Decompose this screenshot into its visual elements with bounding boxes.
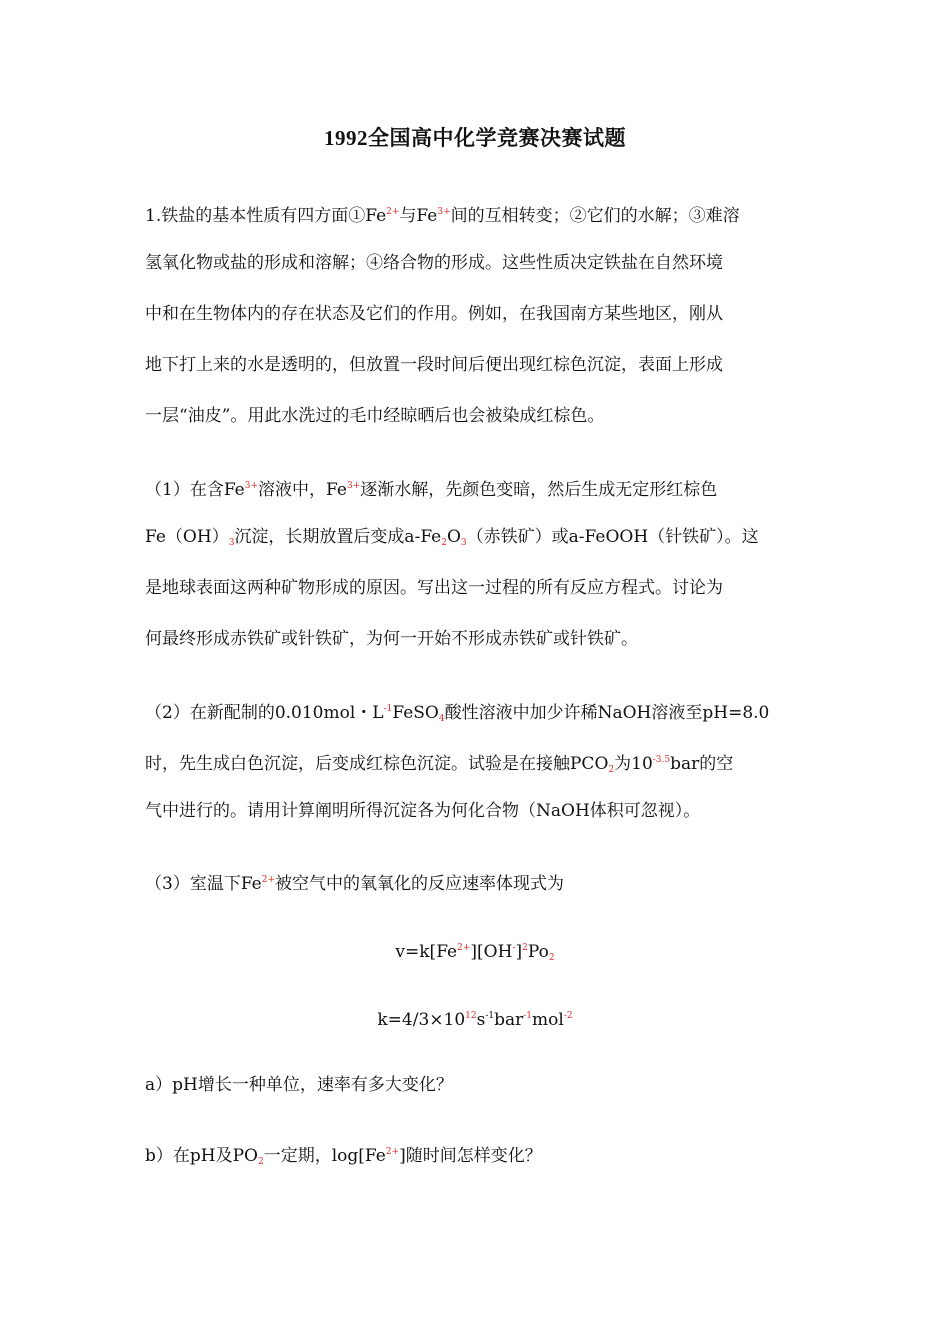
part1-line-4: 何最终形成赤铁矿或针铁矿，为何一开始不形成赤铁矿或针铁矿。 — [145, 629, 638, 649]
part2-line-1: （2）在新配制的0.010mol・$L^{-1}FeSO_4$酸性溶液中加少许稀NaOH溶液至pH=8.0 — [145, 703, 770, 724]
q1-line-1: 1.铁盐的基本性质有四方面$①Fe^{2+}$与$Fe^{3+}$间的互相转变；②它们的水解；③难溶 — [145, 206, 740, 226]
q1-line-2: 氢氧化物或盐的形成和溶解；④络合物的形成。这些性质决定铁盐在自然环境 — [145, 253, 723, 273]
subquestion-b: b）在pH及$PO_2$一定期，$\log[Fe^{2+}]$随时间怎样变化？ — [145, 1146, 542, 1167]
part1-line-1: （1）在含$Fe^{3+}$溶液中，$Fe^{3+}$逐渐水解，先颜色变暗，然后生成无定形红棕色 — [145, 480, 718, 500]
document-title: 1992全国高中化学竞赛决赛试题 — [324, 126, 626, 150]
rate-equation: $v=k[Fe^{2+}][OH^-]^2Po_2$ — [395, 942, 555, 963]
part2-line-2: 时，先生成白色沉淀，后变成红棕色沉淀。试验是在接触$PCO_2$为$10^{-3.5}bar$的空 — [145, 754, 734, 775]
part2-line-3: 气中进行的。请用计算阐明所得沉淀各为何化合物（NaOH体积可忽视）。 — [145, 801, 701, 821]
subquestion-a: a）pH增长一种单位，速率有多大变化？ — [145, 1075, 453, 1095]
q1-line-3: 中和在生物体内的存在状态及它们的作用。例如，在我国南方某些地区，刚从 — [145, 304, 723, 324]
q1-line-5: 一层“油皮”。用此水洗过的毛巾经晾晒后也会被染成红棕色。 — [145, 406, 605, 426]
part1-line-2: $Fe(OH)_3$沉淀，长期放置后变成$a-Fe_2O_3$（赤铁矿）或a-FeOOH（针铁矿）。这 — [145, 527, 759, 548]
part1-line-3: 是地球表面这两种矿物形成的原因。写出这一过程的所有反应方程式。讨论为 — [145, 578, 723, 598]
q1-line-4: 地下打上来的水是透明的，但放置一段时间后便出现红棕色沉淀，表面上形成 — [145, 355, 723, 375]
part3-line-1: （3）室温下$Fe^{2+}$被空气中的氧氧化的反应速率体现式为 — [145, 874, 565, 894]
rate-constant-equation: $k=4/3\times 10^{12}s^{-1}bar^{-1}mol^{-2}$ — [377, 1010, 573, 1030]
